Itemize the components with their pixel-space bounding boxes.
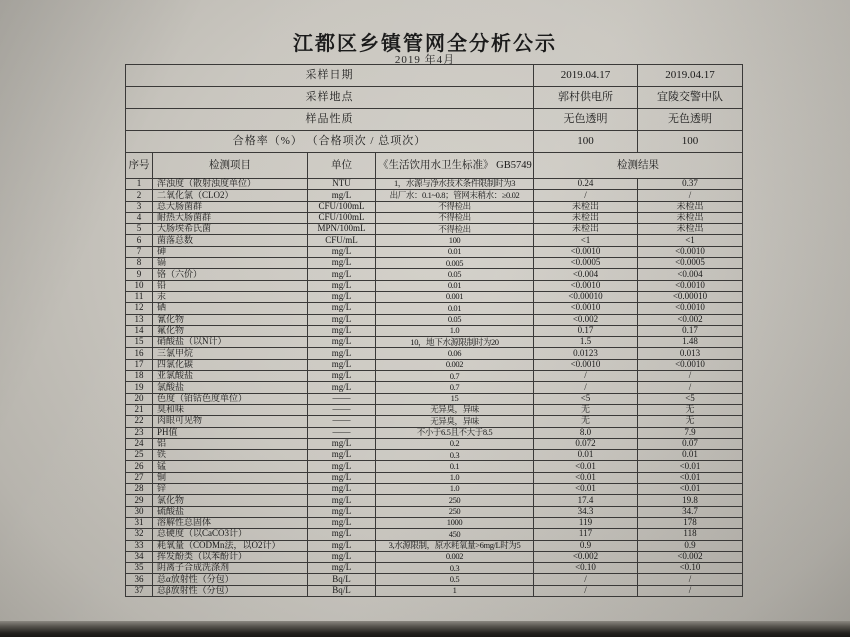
table-row [126,438,743,449]
item-name: 二氧化氯（CLO2） [153,190,308,201]
standard-limit: 0.7 [376,382,534,393]
result-location2: / [638,574,743,585]
col-header-no: 序号 [126,153,153,179]
result-location2: / [638,585,743,596]
standard-limit: 不得检出 [376,201,534,212]
table-row [126,337,743,348]
item-name: 肉眼可见物 [153,416,308,427]
row-number: 30 [126,506,153,517]
table-row [126,540,743,551]
row-number: 4 [126,212,153,223]
row-number: 6 [126,235,153,246]
item-name: PH值 [153,427,308,438]
result-location2: / [638,382,743,393]
row-number: 36 [126,574,153,585]
page-title: 江都区乡镇管网全分析公示 [293,33,557,55]
info-value-location1: 100 [534,131,638,153]
table-row [126,517,743,528]
unit: mg/L [308,438,376,449]
standard-limit: 0.002 [376,551,534,562]
table-row [126,585,743,596]
result-location2: / [638,371,743,382]
standard-limit: 0.01 [376,246,534,257]
unit: mg/L [308,258,376,269]
standard-limit: 不得检出 [376,224,534,235]
result-location1: 0.17 [534,325,638,336]
row-number: 9 [126,269,153,280]
result-location2: 178 [638,517,743,528]
info-value-location1: 郭村供电所 [534,87,638,109]
standard-limit: 15 [376,393,534,404]
col-header-item: 检测项目 [153,153,308,179]
result-location2: 未检出 [638,212,743,223]
result-location2: <5 [638,393,743,404]
item-name: 汞 [153,291,308,302]
unit: mg/L [308,506,376,517]
unit: mg/L [308,303,376,314]
unit: mg/L [308,269,376,280]
info-label: 样品性质 [126,109,534,131]
standard-limit: 0.1 [376,461,534,472]
unit: mg/L [308,563,376,574]
standard-limit: 无异臭，异味 [376,404,534,415]
standard-limit: 1.0 [376,325,534,336]
result-location1: <0.10 [534,563,638,574]
item-name: 阴离子合成洗涤剂 [153,563,308,574]
unit: —— [308,404,376,415]
result-location2: 未检出 [638,201,743,212]
info-value-location1: 2019.04.17 [534,65,638,87]
result-location2: 19.8 [638,495,743,506]
result-location1: <0.00010 [534,291,638,302]
unit: mg/L [308,314,376,325]
result-location1: 未检出 [534,201,638,212]
result-location1: / [534,190,638,201]
info-value-location2: 100 [638,131,743,153]
result-location1: <0.01 [534,484,638,495]
unit: mg/L [308,246,376,257]
item-name: 挥发酚类（以苯酚计） [153,551,308,562]
item-name: 耐热大肠菌群 [153,212,308,223]
table-row [126,359,743,370]
row-number: 37 [126,585,153,596]
table-row [126,212,743,223]
table-row [126,427,743,438]
info-label: 采样日期 [126,65,534,87]
table-row [126,235,743,246]
result-location2: 1.48 [638,337,743,348]
standard-limit: 1.0 [376,484,534,495]
table-row [126,529,743,540]
unit: CFU/100mL [308,212,376,223]
item-name: 四氯化碳 [153,359,308,370]
row-number: 1 [126,179,153,190]
unit: mg/L [308,337,376,348]
item-name: 氯酸盐 [153,382,308,393]
item-name: 氯化物 [153,495,308,506]
result-location2: 无 [638,416,743,427]
row-number: 11 [126,291,153,302]
table-row [126,303,743,314]
standard-limit: 1.0 [376,472,534,483]
item-name: 铬（六价） [153,269,308,280]
unit: mg/L [308,517,376,528]
result-location2: <0.002 [638,314,743,325]
unit: NTU [308,179,376,190]
item-name: 铜 [153,472,308,483]
result-location1: 117 [534,529,638,540]
standard-limit: 1000 [376,517,534,528]
sample-info-row [126,87,743,109]
item-name: 总硬度（以CaCO3计） [153,529,308,540]
result-location1: <0.0010 [534,303,638,314]
table-row [126,179,743,190]
table-row [126,190,743,201]
row-number: 33 [126,540,153,551]
result-location1: <0.002 [534,314,638,325]
item-name: 浑浊度（散射浊度单位） [153,179,308,190]
unit: mg/L [308,540,376,551]
result-location2: <0.01 [638,472,743,483]
result-location1: 119 [534,517,638,528]
result-location1: / [534,585,638,596]
unit: —— [308,416,376,427]
unit: mg/L [308,551,376,562]
item-name: 硫酸盐 [153,506,308,517]
standard-limit: 出厂水：0.1~0.8；管网末稍水：≥0.02 [376,190,534,201]
row-number: 32 [126,529,153,540]
standard-limit: 不小于6.5且不大于8.5 [376,427,534,438]
result-location2: 0.07 [638,438,743,449]
item-name: 硝酸盐（以N计） [153,337,308,348]
row-number: 31 [126,517,153,528]
result-location1: 0.24 [534,179,638,190]
table-row [126,393,743,404]
unit: mg/L [308,371,376,382]
table-row [126,563,743,574]
result-location2: 0.17 [638,325,743,336]
result-location2: 0.37 [638,179,743,190]
info-value-location1: 无色透明 [534,109,638,131]
row-number: 35 [126,563,153,574]
result-location2: <0.00010 [638,291,743,302]
info-value-location2: 无色透明 [638,109,743,131]
result-location1: <0.0010 [534,359,638,370]
standard-limit: 0.005 [376,258,534,269]
result-location2: <0.002 [638,551,743,562]
item-name: 铅 [153,280,308,291]
result-location2: <0.0010 [638,246,743,257]
item-name: 镉 [153,258,308,269]
result-location1: 无 [534,416,638,427]
result-location1: 0.0123 [534,348,638,359]
result-location1: <0.002 [534,551,638,562]
table-row [126,201,743,212]
info-label: 采样地点 [126,87,534,109]
standard-limit: 0.05 [376,314,534,325]
table-row [126,258,743,269]
unit: MPN/100mL [308,224,376,235]
item-name: 总大肠菌群 [153,201,308,212]
unit: CFU/mL [308,235,376,246]
standard-limit: 3,水源限制，原水耗氧量>6mg/L时为5 [376,540,534,551]
result-location2: 无 [638,404,743,415]
result-location1: / [534,574,638,585]
standard-limit: 0.001 [376,291,534,302]
table-row [126,269,743,280]
item-name: 总α放射性（分包） [153,574,308,585]
result-location2: 0.9 [638,540,743,551]
row-number: 3 [126,201,153,212]
standard-limit: 0.2 [376,438,534,449]
col-header-unit: 单位 [308,153,376,179]
standard-limit: 0.01 [376,280,534,291]
result-location1: 17.4 [534,495,638,506]
item-name: 亚氯酸盐 [153,371,308,382]
result-location2: <0.0010 [638,280,743,291]
standard-limit: 250 [376,495,534,506]
result-location1: / [534,382,638,393]
result-location2: 34.7 [638,506,743,517]
row-number: 20 [126,393,153,404]
row-number: 19 [126,382,153,393]
row-number: 5 [126,224,153,235]
result-location1: 0.072 [534,438,638,449]
row-number: 8 [126,258,153,269]
unit: —— [308,393,376,404]
row-number: 18 [126,371,153,382]
sample-info-row [126,65,743,87]
unit: mg/L [308,450,376,461]
unit: mg/L [308,190,376,201]
sample-info-section [126,65,743,153]
result-location1: <0.004 [534,269,638,280]
result-location1: <0.0010 [534,280,638,291]
info-value-location2: 宜陵交警中队 [638,87,743,109]
unit: —— [308,427,376,438]
result-location2: 未检出 [638,224,743,235]
result-location2: 118 [638,529,743,540]
result-location2: / [638,190,743,201]
unit: mg/L [308,472,376,483]
result-location1: / [534,371,638,382]
item-name: 氰化物 [153,314,308,325]
table-row [126,224,743,235]
column-header-row [126,153,743,179]
unit: mg/L [308,348,376,359]
result-location1: 未检出 [534,224,638,235]
table-row [126,495,743,506]
sample-info-row [126,131,743,153]
result-location1: <5 [534,393,638,404]
row-number: 14 [126,325,153,336]
row-number: 13 [126,314,153,325]
standard-limit: 0.5 [376,574,534,585]
item-name: 大肠埃希氏菌 [153,224,308,235]
table-row [126,450,743,461]
table-row [126,291,743,302]
item-name: 铁 [153,450,308,461]
item-name: 色度（铂钴色度单位） [153,393,308,404]
item-name: 锰 [153,461,308,472]
result-location2: <0.01 [638,484,743,495]
result-location1: 34.3 [534,506,638,517]
table-row [126,382,743,393]
standard-limit: 0.05 [376,269,534,280]
result-location2: <0.004 [638,269,743,280]
table-row [126,280,743,291]
sample-info-row [126,109,743,131]
standard-limit: 无异臭，异味 [376,416,534,427]
unit: mg/L [308,280,376,291]
row-number: 17 [126,359,153,370]
standard-limit: 10，地下水源限制时为20 [376,337,534,348]
result-location1: 8.0 [534,427,638,438]
item-name: 溶解性总固体 [153,517,308,528]
table-row [126,461,743,472]
unit: CFU/100mL [308,201,376,212]
table-row [126,246,743,257]
row-number: 28 [126,484,153,495]
page-subtitle: 2019 年4月 [394,54,456,66]
unit: Bq/L [308,585,376,596]
result-location2: 0.013 [638,348,743,359]
result-location1: 0.01 [534,450,638,461]
col-header-standard: 《生活饮用水卫生标准》 GB5749 [376,153,534,179]
standard-limit: 250 [376,506,534,517]
result-location1: <0.0005 [534,258,638,269]
standard-limit: 1，水源与净水技术条件限制时为3 [376,179,534,190]
row-number: 21 [126,404,153,415]
standard-limit: 不得检出 [376,212,534,223]
row-number: 2 [126,190,153,201]
row-number: 27 [126,472,153,483]
item-name: 菌落总数 [153,235,308,246]
table-row [126,371,743,382]
result-location1: <1 [534,235,638,246]
results-section [126,179,743,597]
unit: mg/L [308,359,376,370]
row-number: 34 [126,551,153,562]
result-location2: 7.9 [638,427,743,438]
info-value-location2: 2019.04.17 [638,65,743,87]
unit: Bq/L [308,574,376,585]
table-row [126,484,743,495]
unit: mg/L [308,325,376,336]
standard-limit: 100 [376,235,534,246]
unit: mg/L [308,382,376,393]
item-name: 三氯甲烷 [153,348,308,359]
row-number: 12 [126,303,153,314]
table-row [126,574,743,585]
table-row [126,314,743,325]
table-row [126,404,743,415]
photo-bottom-edge [0,621,850,637]
result-location1: <0.01 [534,461,638,472]
table-row [126,551,743,562]
result-location1: 无 [534,404,638,415]
unit: mg/L [308,484,376,495]
row-number: 15 [126,337,153,348]
row-number: 26 [126,461,153,472]
unit: mg/L [308,461,376,472]
result-location2: <0.0010 [638,359,743,370]
water-analysis-table [125,64,743,597]
item-name: 耗氧量（CODMn法，以O2计） [153,540,308,551]
item-name: 铝 [153,438,308,449]
result-location2: <0.0005 [638,258,743,269]
result-location1: 未检出 [534,212,638,223]
unit: mg/L [308,529,376,540]
row-number: 7 [126,246,153,257]
table-row [126,348,743,359]
row-number: 25 [126,450,153,461]
standard-limit: 0.06 [376,348,534,359]
table-row [126,416,743,427]
result-location2: 0.01 [638,450,743,461]
info-label: 合格率（%） （合格项次 / 总项次） [126,131,534,153]
row-number: 23 [126,427,153,438]
standard-limit: 0.7 [376,371,534,382]
standard-limit: 0.3 [376,450,534,461]
row-number: 10 [126,280,153,291]
result-location1: <0.01 [534,472,638,483]
item-name: 砷 [153,246,308,257]
standard-limit: 0.3 [376,563,534,574]
row-number: 16 [126,348,153,359]
result-location1: 0.9 [534,540,638,551]
item-name: 氟化物 [153,325,308,336]
result-location2: <0.10 [638,563,743,574]
item-name: 总β放射性（分包） [153,585,308,596]
unit: mg/L [308,495,376,506]
standard-limit: 0.002 [376,359,534,370]
item-name: 臭和味 [153,404,308,415]
standard-limit: 0.01 [376,303,534,314]
result-location2: <0.0010 [638,303,743,314]
item-name: 锌 [153,484,308,495]
result-location2: <0.01 [638,461,743,472]
unit: mg/L [308,291,376,302]
col-header-result: 检测结果 [534,153,743,179]
table-row [126,472,743,483]
standard-limit: 450 [376,529,534,540]
table-row [126,325,743,336]
result-location1: <0.0010 [534,246,638,257]
table-row [126,506,743,517]
result-location1: 1.5 [534,337,638,348]
row-number: 22 [126,416,153,427]
item-name: 硒 [153,303,308,314]
row-number: 29 [126,495,153,506]
row-number: 24 [126,438,153,449]
table-header-section [126,153,743,179]
standard-limit: 1 [376,585,534,596]
result-location2: <1 [638,235,743,246]
